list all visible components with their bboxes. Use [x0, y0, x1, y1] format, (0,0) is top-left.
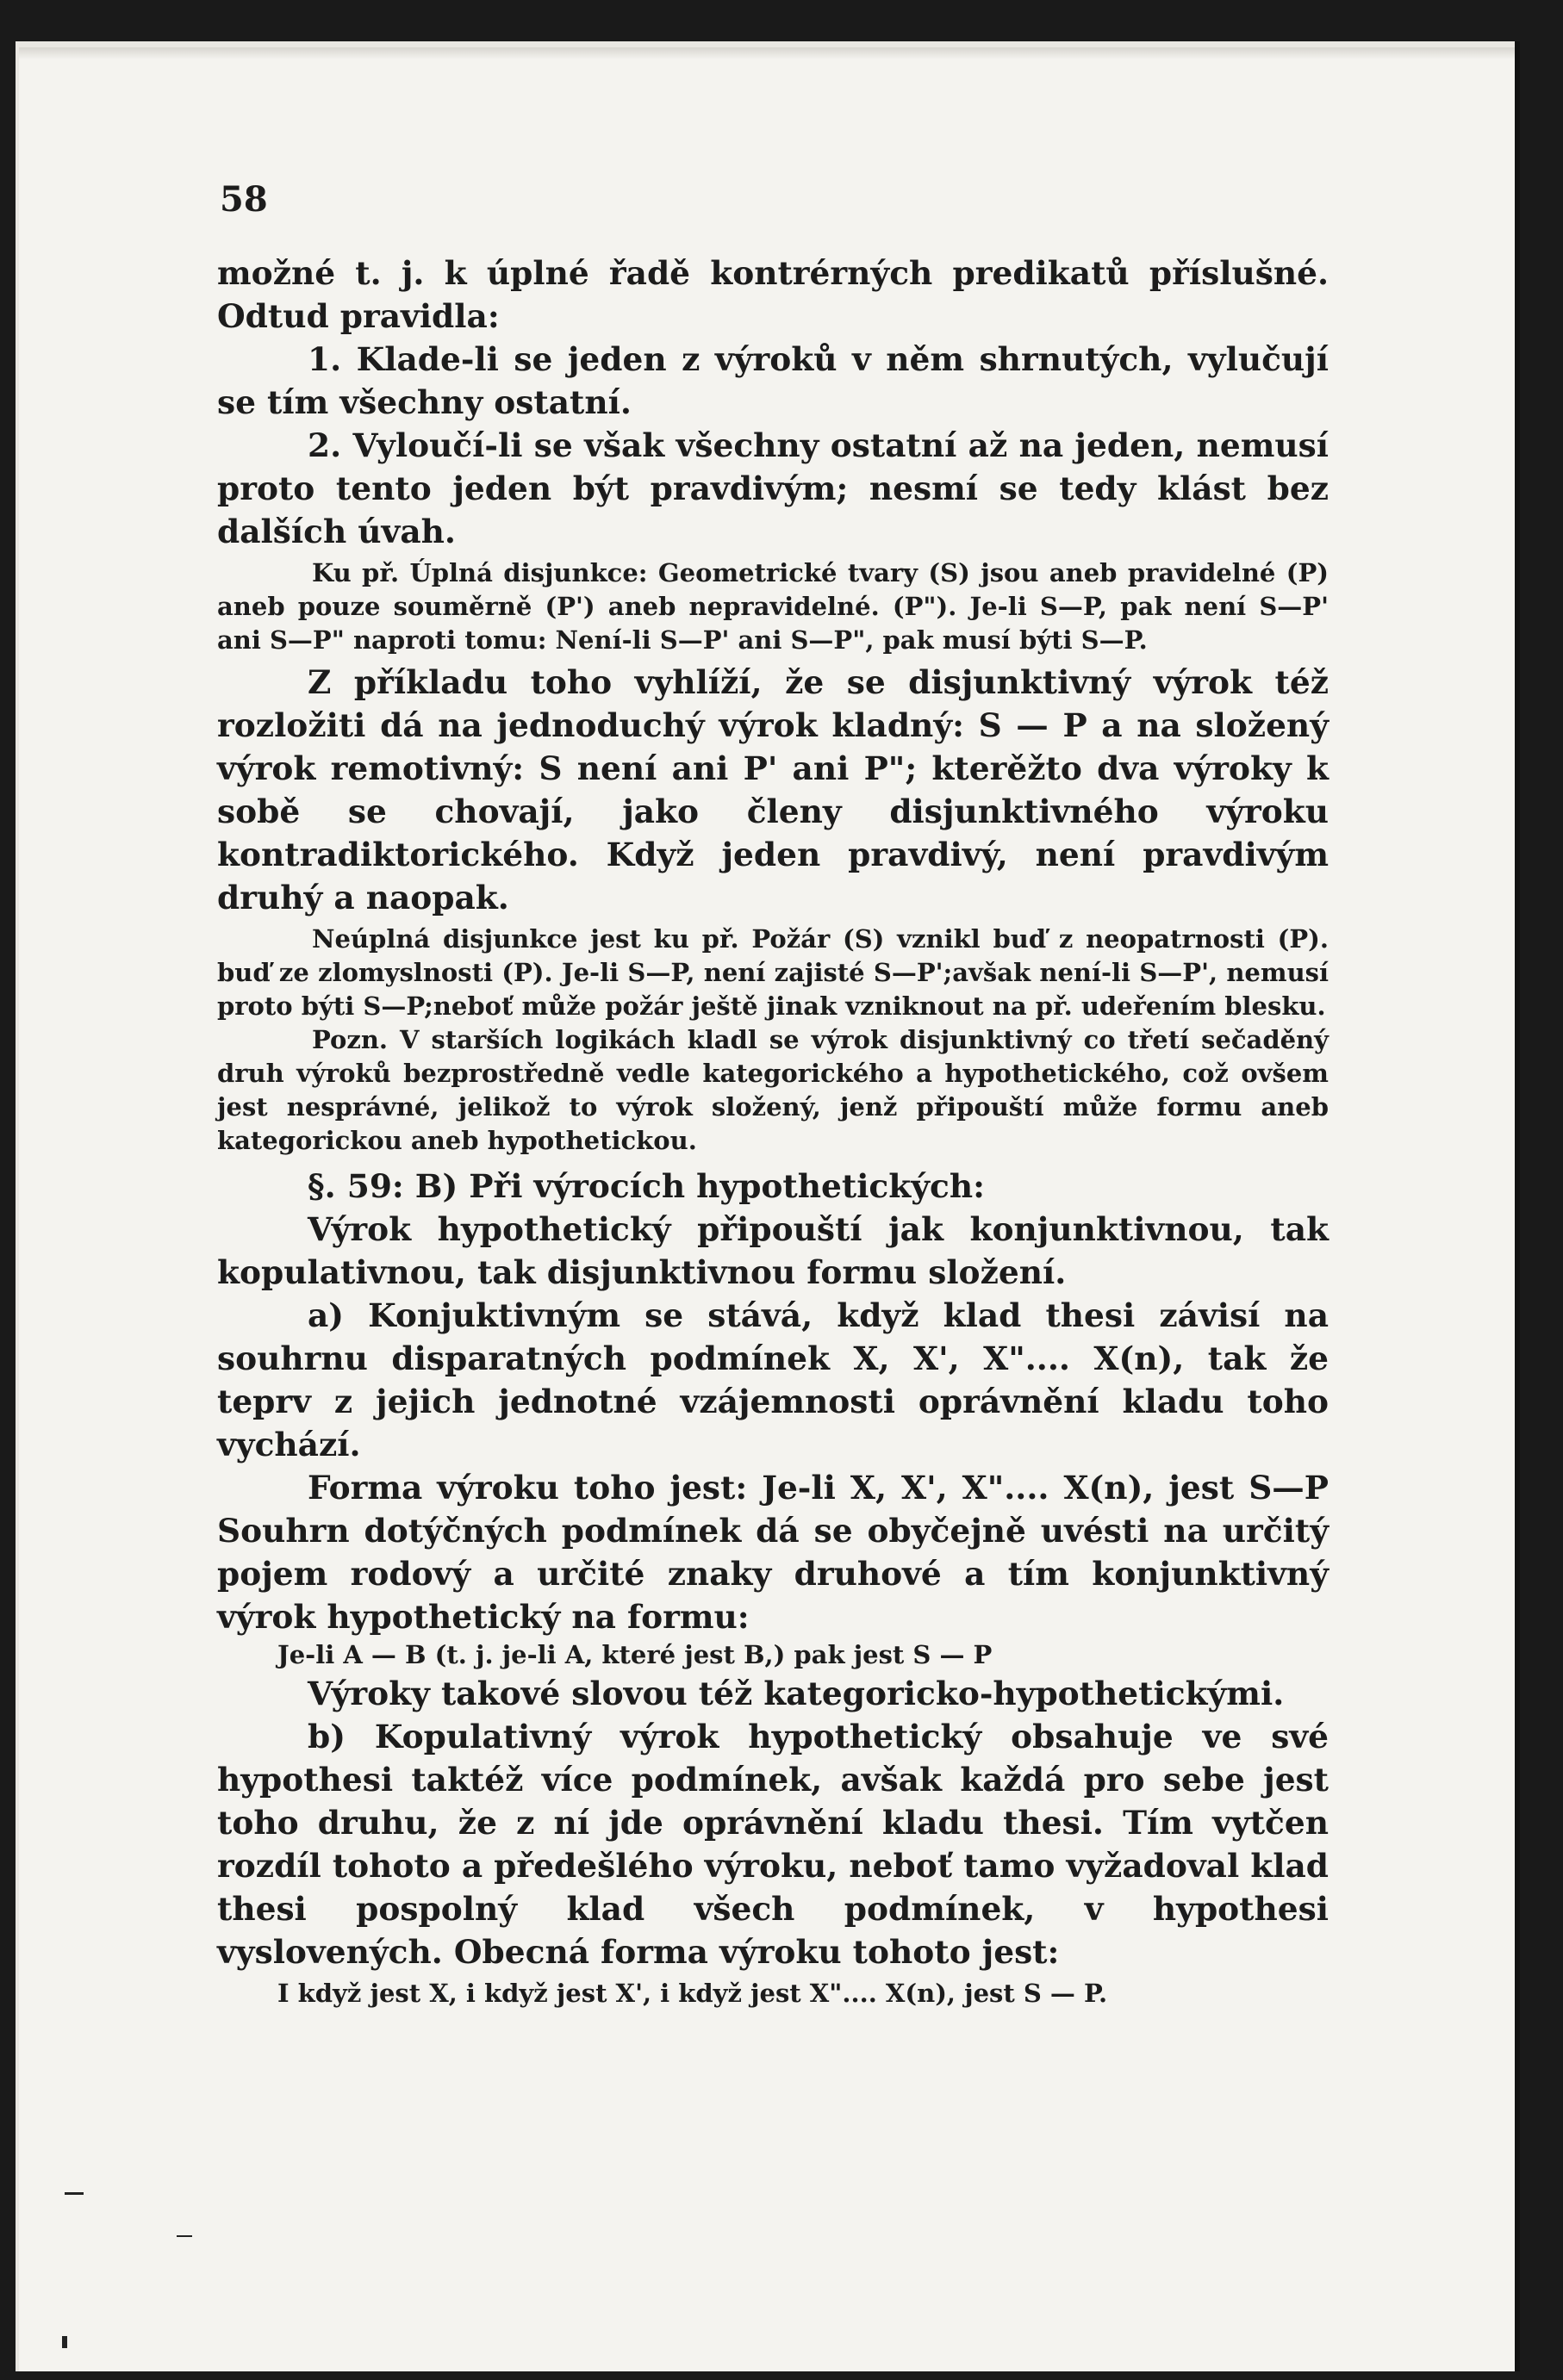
example-incomplete-disjunction: Neúplná disjunkce jest ku př. Požár (S) vznikl buď z neopatrnosti (P). buď ze zlomyslnosti (P). Je-li S—P, není zajisté S—P';avšak není-li S—P', nemusí proto býti S—P;neboť může požár ještě jinak vzniknout na př. udeřením blesku. — [217, 924, 1329, 1021]
paragraph-copulative: b) Kopulativný výrok hypothetický obsahuje ve své hypothesi taktéž více podmínek, avšak každá pro sebe jest toho druhu, že z ní jde oprávnění kladu thesi. Tím vytčen rozdíl tohoto a předešlého výroku, neboť tamo vyžadoval klad thesi pospolný klad všech podmínek, v hypothesi vyslovených. Obecná forma výroku tohoto jest: — [217, 1718, 1329, 1971]
formula-copulative: I když jest X, i když jest X', i když jest X".... X(n), jest S — P. — [277, 1979, 1108, 2008]
page-body — [217, 252, 1329, 2010]
formula-categorical-hypothetical: Je-li A — B (t. j. je-li A, které jest B,) pak jest S — P — [277, 1640, 993, 1669]
paragraph-conjunctive: a) Konjuktivným se stává, když klad thesi závisí na souhrnu disparatných podmínek X, X', X".... X(n), tak že teprv z jejich jednotné vzájemnosti oprávnění kladu toho vychází. — [217, 1296, 1329, 1463]
paragraph-1: možné t. j. k úplné řadě kontrérných predikatů příslušné. Odtud pravidla: — [217, 254, 1329, 335]
page-number: 58 — [220, 179, 268, 220]
section-heading-59: §. 59: B) Při výrocích hypothetických: — [308, 1167, 985, 1205]
scan-speck — [65, 2192, 84, 2195]
page-right-edge — [1515, 41, 1520, 2371]
scan-speck — [62, 2336, 67, 2348]
paragraph-hypothetical-forms: Výrok hypothetický připouští jak konjunktivnou, tak kopulativnou, tak disjunktivnou formu složení. — [217, 1210, 1329, 1291]
paragraph-disjunctive: Z příkladu toho vyhlíží, že se disjunktivný výrok též rozložiti dá na jednoduchý výrok kladný: S — P a na složený výrok remotivný: S není ani P' ani P"; kterěžto dva výroky k sobě se chovají, jako členy disjunktivného výroku kontradiktorického. Když jeden pravdivý, není pravdivým druhý a naopak. — [217, 663, 1329, 917]
rule-2: 2. Vyloučí-li se však všechny ostatní až na jeden, nemusí proto tento jeden být pravdivým; nesmí se tedy klást bez dalších úvah. — [217, 426, 1329, 550]
rule-1: 1. Klade-li se jeden z výroků v něm shrnutých, vylučují se tím všechny ostatní. — [217, 340, 1329, 421]
example-complete-disjunction: Ku př. Úplná disjunkce: Geometrické tvary (S) jsou aneb pravidelné (P) aneb pouze souměrně (P') aneb nepravidelné. (P"). Je-li S—P, pak není S—P' ani S—P" naproti tomu: Není-li S—P' ani S—P", pak musí býti S—P. — [217, 558, 1329, 655]
scan-speck — [177, 2235, 192, 2237]
page-top-shadow — [19, 47, 1515, 59]
paragraph-naming: Výroky takové slovou též kategoricko-hypothetickými. — [308, 1675, 1285, 1712]
paragraph-form: Forma výroku toho jest: Je-li X, X', X".... X(n), jest S—P Souhrn dotýčných podmínek dá se obyčejně uvésti na určitý pojem rodový a určité znaky druhové a tím konjunktivný výrok hypothetický na formu: — [217, 1469, 1329, 1636]
note-older-logics: Pozn. V starších logikách kladl se výrok disjunktivný co třetí sečaděný druh výroků bezprostředně vedle kategorického a hypothetického, což ovšem jest nesprávné, jelikož to výrok složený, jenž připouští může formu aneb kategorickou aneb hypothetickou. — [217, 1025, 1329, 1155]
